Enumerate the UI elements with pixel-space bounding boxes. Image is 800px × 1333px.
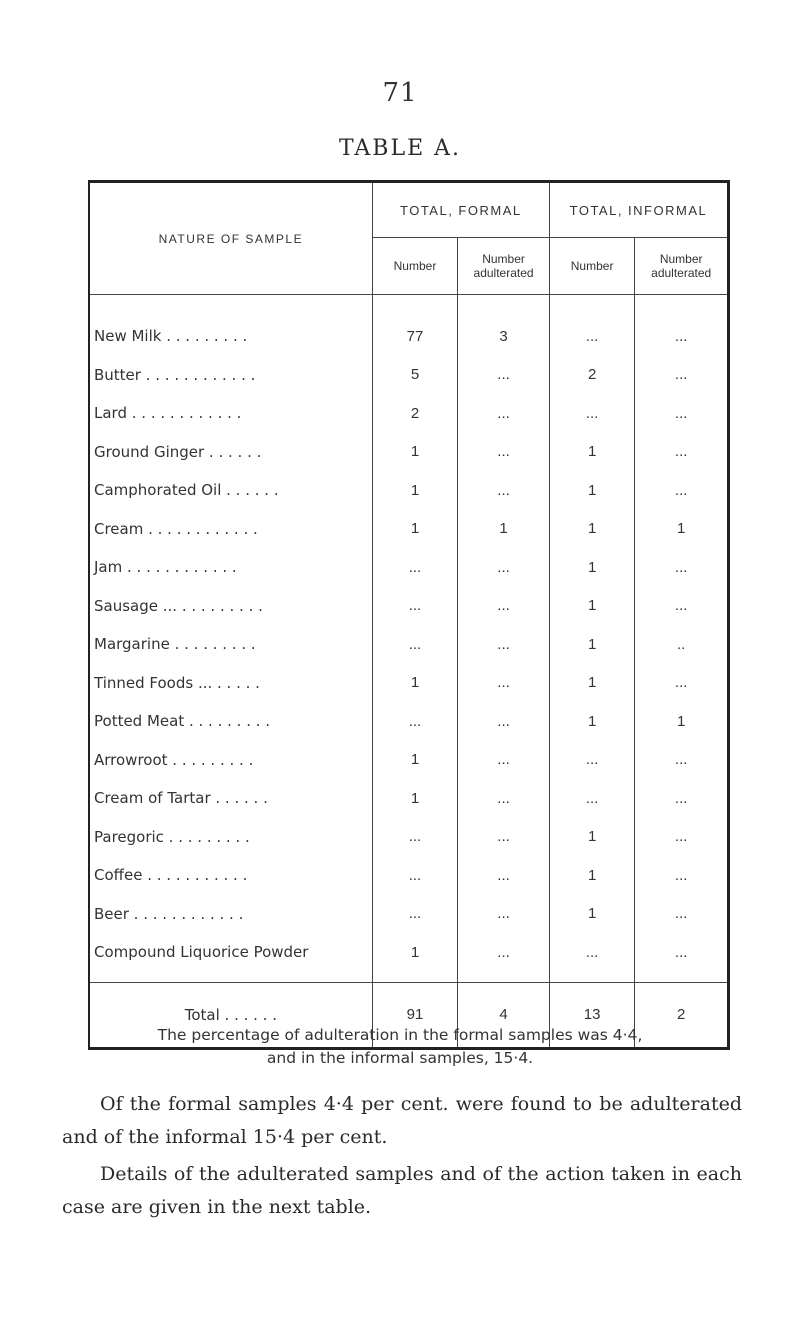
formal-adulterated: ... <box>458 779 550 818</box>
total-informal-number: 13 <box>549 982 635 1048</box>
percentage-note-line2: and in the informal samples, 15·4. <box>266 1049 534 1067</box>
formal-number: 1 <box>372 471 458 510</box>
table-row <box>89 702 729 741</box>
table-row <box>89 394 729 433</box>
total-formal-adulterated: 4 <box>458 982 550 1048</box>
informal-adulterated: 1 <box>677 712 686 730</box>
informal-number: 1 <box>549 856 635 895</box>
formal-number: ... <box>372 818 458 857</box>
table-row <box>89 295 729 356</box>
header-formal-adulterated: Number adulterated <box>458 238 550 295</box>
informal-number: 1 <box>549 510 635 549</box>
paragraph-details: Details of the adulterated samples and of the action taken in each case are given in the next table. <box>62 1163 742 1218</box>
table-row <box>89 895 729 934</box>
table-row <box>89 779 729 818</box>
sample-name: Margarine . . . . . . . . . <box>89 625 372 664</box>
formal-number: ... <box>372 587 458 626</box>
informal-adulterated: ... <box>674 597 688 615</box>
formal-adulterated: ... <box>458 818 550 857</box>
sample-name: Camphorated Oil . . . . . . <box>89 471 372 510</box>
header-total-informal: TOTAL, INFORMAL <box>549 182 728 238</box>
informal-number: 1 <box>549 818 635 857</box>
header-nature-of-sample: NATURE OF SAMPLE <box>89 182 372 295</box>
percentage-note <box>0 1024 800 1070</box>
formal-adulterated: 1 <box>458 510 550 549</box>
informal-adulterated: ... <box>674 481 688 499</box>
table-row <box>89 856 729 895</box>
formal-adulterated: ... <box>458 394 550 433</box>
formal-number: 1 <box>372 510 458 549</box>
table-row <box>89 510 729 549</box>
table-row <box>89 356 729 395</box>
header-informal-number: Number <box>549 238 635 295</box>
sample-name: New Milk . . . . . . . . . <box>89 295 372 356</box>
header-informal-adulterated: Number adulterated <box>635 238 729 295</box>
formal-number: ... <box>372 856 458 895</box>
formal-adulterated: ... <box>458 356 550 395</box>
informal-adulterated: ... <box>674 905 688 923</box>
total-label: Total . . . . . . <box>89 982 372 1048</box>
formal-number: 1 <box>372 664 458 703</box>
informal-adulterated: ... <box>674 558 688 576</box>
formal-adulterated: ... <box>458 741 550 780</box>
informal-number: 2 <box>549 356 635 395</box>
sample-name: Sausage ... . . . . . . . . . <box>89 587 372 626</box>
sample-name: Paregoric . . . . . . . . . <box>89 818 372 857</box>
table-body <box>89 295 729 983</box>
table-row <box>89 625 729 664</box>
formal-number: 2 <box>372 394 458 433</box>
table-row <box>89 548 729 587</box>
formal-number: ... <box>372 625 458 664</box>
informal-adulterated: ... <box>674 828 688 846</box>
sample-name: Butter . . . . . . . . . . . . <box>89 356 372 395</box>
sample-name: Tinned Foods ... . . . . . <box>89 664 372 703</box>
informal-number: 1 <box>549 471 635 510</box>
informal-number: 1 <box>549 548 635 587</box>
informal-number: 1 <box>549 664 635 703</box>
samples-table <box>88 180 730 1050</box>
sample-name: Arrowroot . . . . . . . . . <box>89 741 372 780</box>
sample-name: Coffee . . . . . . . . . . . <box>89 856 372 895</box>
total-informal-adulterated: 2 <box>635 982 729 1048</box>
informal-adulterated: ... <box>674 789 688 807</box>
formal-number: ... <box>372 702 458 741</box>
formal-adulterated: ... <box>458 933 550 982</box>
formal-number: ... <box>372 895 458 934</box>
formal-adulterated: 3 <box>458 295 550 356</box>
sample-name: Lard . . . . . . . . . . . . <box>89 394 372 433</box>
informal-number: 1 <box>549 625 635 664</box>
formal-number: 1 <box>372 779 458 818</box>
informal-adulterated: ... <box>674 943 688 961</box>
sample-name: Ground Ginger . . . . . . <box>89 433 372 472</box>
formal-adulterated: ... <box>458 587 550 626</box>
informal-number: 1 <box>549 895 635 934</box>
informal-number: 1 <box>549 702 635 741</box>
formal-number: 1 <box>372 433 458 472</box>
table-title: TABLE A. <box>338 136 462 161</box>
sample-name: Cream . . . . . . . . . . . . <box>89 510 372 549</box>
header-formal-number: Number <box>372 238 458 295</box>
informal-number: ... <box>549 779 635 818</box>
informal-adulterated: ... <box>674 366 688 384</box>
table-row <box>89 587 729 626</box>
informal-adulterated: ... <box>674 866 688 884</box>
formal-number: 1 <box>372 933 458 982</box>
table-row <box>89 741 729 780</box>
formal-adulterated: ... <box>458 895 550 934</box>
table-row <box>89 933 729 982</box>
formal-adulterated: ... <box>458 548 550 587</box>
informal-adulterated: ... <box>674 674 688 692</box>
informal-number: ... <box>549 741 635 780</box>
header-total-formal: TOTAL, FORMAL <box>372 182 549 238</box>
table-row <box>89 818 729 857</box>
informal-number: ... <box>549 933 635 982</box>
total-formal-number: 91 <box>372 982 458 1048</box>
table-row <box>89 433 729 472</box>
table-row <box>89 471 729 510</box>
formal-adulterated: ... <box>458 664 550 703</box>
informal-adulterated: ... <box>674 327 688 345</box>
informal-number: ... <box>549 394 635 433</box>
formal-number: 1 <box>372 741 458 780</box>
formal-adulterated: ... <box>458 625 550 664</box>
informal-adulterated: 1 <box>677 520 686 538</box>
percentage-note-line1: The percentage of adulteration in the formal samples was 4·4, <box>157 1026 643 1044</box>
sample-name: Jam . . . . . . . . . . . . <box>89 548 372 587</box>
informal-adulterated: ... <box>674 404 688 422</box>
paragraph-formal-samples: Of the formal samples 4·4 per cent. were found to be adulterated and of the informal 15·4 per cent. <box>62 1093 742 1148</box>
formal-number: ... <box>372 548 458 587</box>
formal-adulterated: ... <box>458 433 550 472</box>
formal-number: 77 <box>372 295 458 356</box>
sample-name: Compound Liquorice Powder <box>89 933 372 982</box>
page-number: 71 <box>382 78 418 108</box>
informal-adulterated: ... <box>674 751 688 769</box>
informal-adulterated: ... <box>674 443 688 461</box>
formal-number: 5 <box>372 356 458 395</box>
table-row <box>89 664 729 703</box>
sample-name: Beer . . . . . . . . . . . . <box>89 895 372 934</box>
formal-adulterated: ... <box>458 856 550 895</box>
formal-adulterated: ... <box>458 702 550 741</box>
informal-number: 1 <box>549 587 635 626</box>
informal-number: ... <box>549 295 635 356</box>
sample-name: Potted Meat . . . . . . . . . <box>89 702 372 741</box>
informal-adulterated: .. <box>677 635 686 653</box>
sample-name: Cream of Tartar . . . . . . <box>89 779 372 818</box>
formal-adulterated: ... <box>458 471 550 510</box>
informal-number: 1 <box>549 433 635 472</box>
